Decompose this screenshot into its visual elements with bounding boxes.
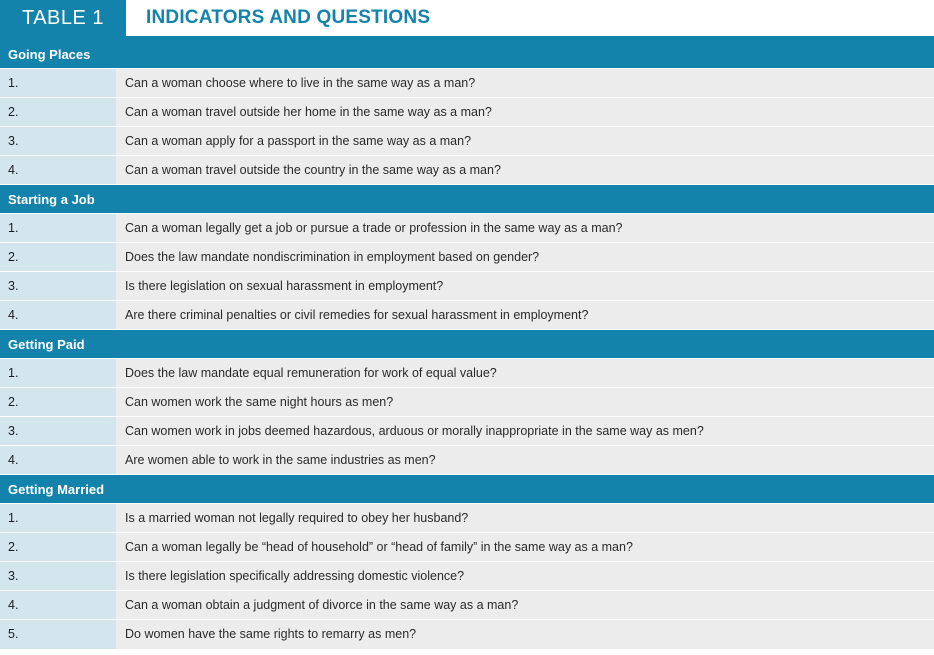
row-question: Can a woman obtain a judgment of divorce in the same way as a man? (116, 591, 934, 619)
row-number: 1. (0, 214, 116, 242)
row-question: Can women work in jobs deemed hazardous, arduous or morally inappropriate in the same way as men? (116, 417, 934, 445)
table-row (0, 562, 934, 591)
table-row (0, 243, 934, 272)
table-row (0, 127, 934, 156)
table-row (0, 446, 934, 475)
table-row (0, 69, 934, 98)
row-question: Do women have the same rights to remarry as men? (116, 620, 934, 649)
table-row (0, 417, 934, 446)
table-row (0, 533, 934, 562)
indicators-table (0, 40, 934, 649)
table-row (0, 272, 934, 301)
row-number: 4. (0, 591, 116, 619)
row-number: 4. (0, 301, 116, 329)
row-question: Can a woman legally get a job or pursue a trade or profession in the same way as a man? (116, 214, 934, 242)
section-header-going-places: Going Places (0, 40, 934, 69)
row-question: Can a woman apply for a passport in the same way as a man? (116, 127, 934, 155)
row-number: 1. (0, 359, 116, 387)
row-number: 3. (0, 562, 116, 590)
row-question: Does the law mandate equal remuneration for work of equal value? (116, 359, 934, 387)
row-number: 2. (0, 243, 116, 271)
row-question: Is there legislation on sexual harassment in employment? (116, 272, 934, 300)
row-number: 2. (0, 533, 116, 561)
row-number: 3. (0, 417, 116, 445)
table-row (0, 388, 934, 417)
table-title-bar (0, 0, 934, 36)
section-header-getting-paid: Getting Paid (0, 330, 934, 359)
table-row (0, 214, 934, 243)
row-question: Are women able to work in the same industries as men? (116, 446, 934, 474)
row-question: Can a woman legally be “head of household” or “head of family” in the same way as a man? (116, 533, 934, 561)
row-question: Can a woman travel outside her home in the same way as a man? (116, 98, 934, 126)
row-question: Can a woman choose where to live in the same way as a man? (116, 69, 934, 97)
table-row (0, 620, 934, 649)
table-title: INDICATORS AND QUESTIONS (146, 7, 431, 28)
row-question: Does the law mandate nondiscrimination in employment based on gender? (116, 243, 934, 271)
table-row (0, 301, 934, 330)
row-number: 4. (0, 156, 116, 184)
table-row (0, 504, 934, 533)
row-question: Is a married woman not legally required to obey her husband? (116, 504, 934, 532)
row-number: 1. (0, 69, 116, 97)
row-number: 2. (0, 98, 116, 126)
table-number-label: TABLE 1 (0, 0, 126, 36)
row-question: Can a woman travel outside the country in the same way as a man? (116, 156, 934, 184)
row-number: 3. (0, 127, 116, 155)
row-number: 3. (0, 272, 116, 300)
row-question: Can women work the same night hours as men? (116, 388, 934, 416)
row-question: Are there criminal penalties or civil remedies for sexual harassment in employment? (116, 301, 934, 329)
section-header-starting-a-job: Starting a Job (0, 185, 934, 214)
row-number: 4. (0, 446, 116, 474)
table-row (0, 98, 934, 127)
table-row (0, 591, 934, 620)
section-header-getting-married: Getting Married (0, 475, 934, 504)
row-number: 2. (0, 388, 116, 416)
table-row (0, 359, 934, 388)
row-number: 5. (0, 620, 116, 649)
row-number: 1. (0, 504, 116, 532)
row-question: Is there legislation specifically addressing domestic violence? (116, 562, 934, 590)
table-row (0, 156, 934, 185)
